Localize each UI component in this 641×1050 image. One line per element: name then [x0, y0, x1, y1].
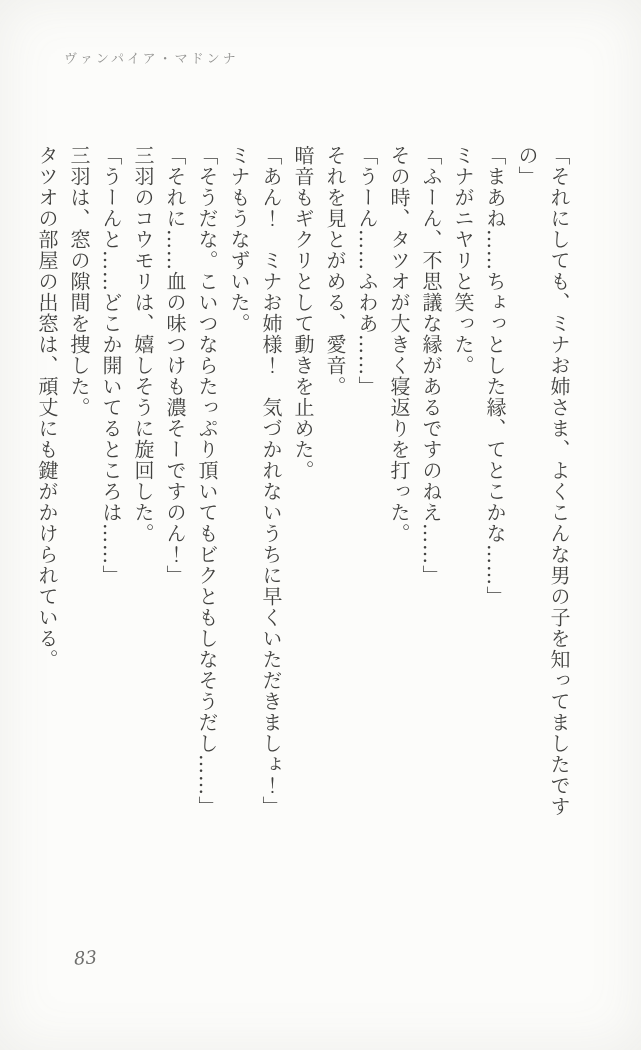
- paragraph-7: それを見とがめる、愛音。: [323, 145, 347, 397]
- paragraph-12: 「それに……血の味つけも濃そーですのん！」: [163, 145, 187, 586]
- running-header-title: ヴァンパイア・マドンナ: [64, 52, 239, 67]
- paragraph-2: 「まあね……ちょっとした縁、てとこかな……」: [483, 145, 507, 607]
- paragraph-5: その時、タツオが大きく寝返りを打った。: [387, 145, 411, 544]
- paragraph-1: 「それにしても、ミナお姉さま、よくこんな男の子を知ってましたですの」: [515, 145, 571, 817]
- paragraph-13: 三羽のコウモリは、嬉しそうに旋回した。: [131, 145, 155, 544]
- paragraph-6: 「うーん……ふわあ……」: [355, 145, 379, 397]
- paragraph-14: 「うーんと……どこか開いてるところは……」: [99, 145, 123, 586]
- paragraph-11: 「そうだな。こいつならたっぷり頂いてもビクともしなそうだし……」: [195, 145, 219, 817]
- paragraph-15: 三羽は、窓の隙間を捜した。: [67, 145, 91, 418]
- paragraph-9: 「あん！ ミナお姉様！ 気づかれないうちに早くいただきましょ！」: [259, 145, 283, 817]
- paragraph-16: タツオの部屋の出窓は、頑丈にも鍵がかけられている。: [35, 145, 59, 670]
- paragraph-10: ミナもうなずいた。: [227, 145, 251, 334]
- page-number: 83: [73, 947, 98, 970]
- paragraph-3: ミナがニヤリと笑った。: [451, 145, 475, 376]
- paragraph-4: 「ふーん、不思議な縁があるですのねえ……」: [419, 145, 443, 586]
- vertical-text-block: [31, 145, 575, 835]
- paragraph-8: 暗音もギクリとして動きを止めた。: [291, 145, 315, 481]
